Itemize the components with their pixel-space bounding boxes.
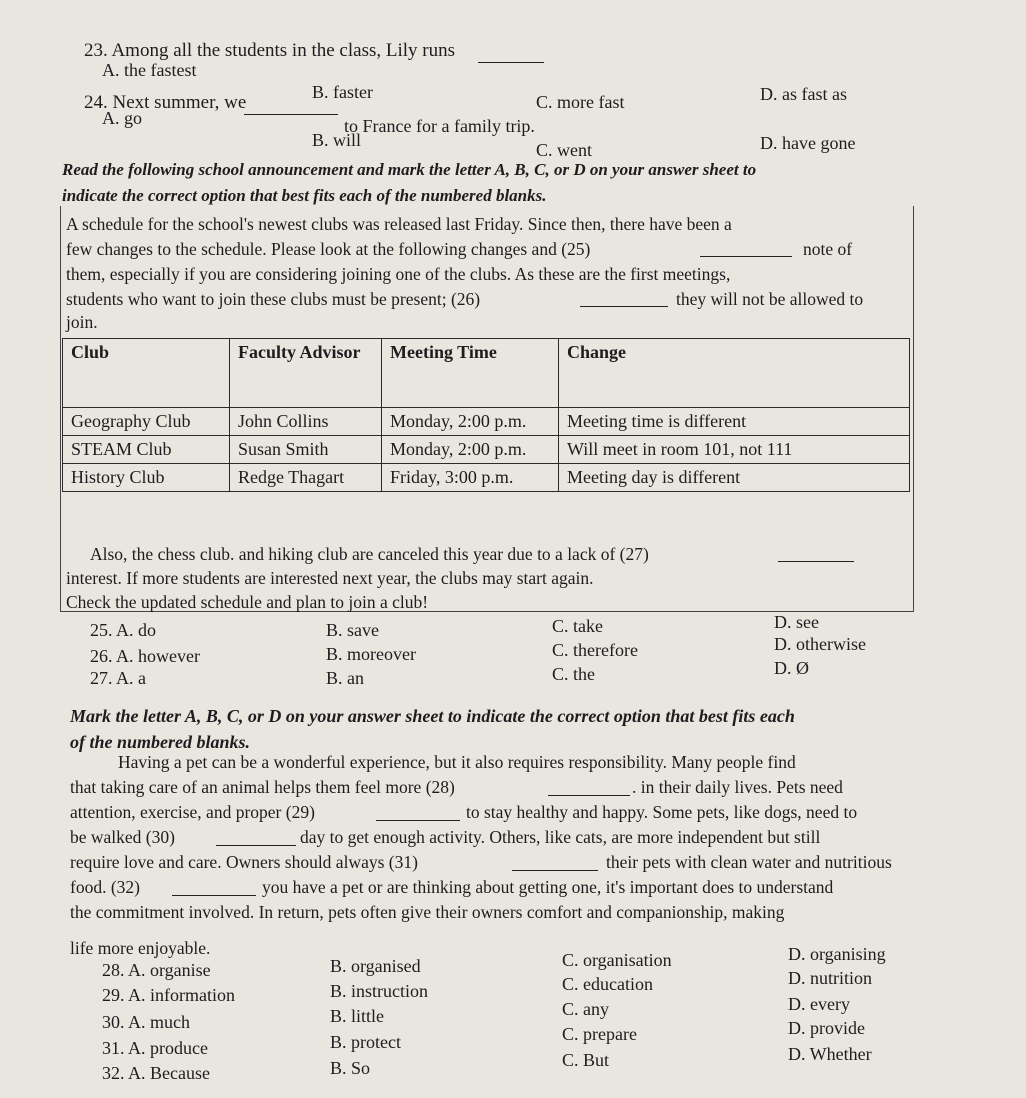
q23-stem: 23. Among all the students in the class, Lily runs xyxy=(84,40,455,61)
q23-option-c: C. more fast xyxy=(536,92,625,112)
section2-instruction-line1: Mark the letter A, B, C, or D on your answer sheet to indicate the correct option that best fits each xyxy=(70,706,795,726)
q26-option-d: D. otherwise xyxy=(774,634,866,654)
q31-option-c: C. prepare xyxy=(562,1024,637,1044)
cell-advisor: John Collins xyxy=(230,408,382,436)
passage-line-5-end: their pets with clean water and nutritious xyxy=(606,852,892,872)
q23-option-b: B. faster xyxy=(312,82,373,102)
cell-advisor: Susan Smith xyxy=(230,436,382,464)
cell-change: Meeting day is different xyxy=(559,464,910,492)
blank-26 xyxy=(580,306,668,307)
outro-line-2: interest. If more students are interested next year, the clubs may start again. xyxy=(66,568,594,588)
header-change: Change xyxy=(559,339,910,408)
q24-option-d: D. have gone xyxy=(760,133,856,153)
q25-option-a: 25. A. do xyxy=(90,620,157,640)
intro-line-2-end: note of xyxy=(803,239,853,259)
q25-option-c: C. take xyxy=(552,616,603,636)
cell-change: Meeting time is different xyxy=(559,408,910,436)
passage-line-4-end: day to get enough activity. Others, like cats, are more independent but still xyxy=(300,827,821,847)
q27-option-b: B. an xyxy=(326,668,364,688)
q24-blank xyxy=(244,114,338,115)
q29-option-b: B. instruction xyxy=(330,981,428,1001)
passage-line-2-end: . in their daily lives. Pets need xyxy=(632,777,843,797)
q23-option-a: A. the fastest xyxy=(102,60,197,80)
header-club: Club xyxy=(63,339,230,408)
section2-instruction-line2: of the numbered blanks. xyxy=(70,732,251,752)
q30-option-d: D. every xyxy=(788,994,850,1014)
blank-30 xyxy=(216,845,296,846)
passage-line-8: life more enjoyable. xyxy=(70,938,211,958)
q30-option-a: 30. A. much xyxy=(102,1012,190,1032)
cell-time: Friday, 3:00 p.m. xyxy=(382,464,559,492)
q27-option-a: 27. A. a xyxy=(90,668,146,688)
table-header-row xyxy=(63,339,910,408)
header-faculty-advisor: Faculty Advisor xyxy=(230,339,382,408)
q30-option-c: C. any xyxy=(562,999,609,1019)
passage-line-2: that taking care of an animal helps them feel more (28) xyxy=(70,777,455,797)
table-row xyxy=(63,408,910,436)
cell-club: Geography Club xyxy=(63,408,230,436)
q32-option-a: 32. A. Because xyxy=(102,1063,210,1083)
intro-line-3: them, especially if you are considering joining one of the clubs. As these are the first meetings, xyxy=(66,264,731,284)
q28-option-b: B. organised xyxy=(330,956,421,976)
table-row xyxy=(63,436,910,464)
blank-29 xyxy=(376,820,460,821)
q31-option-a: 31. A. produce xyxy=(102,1038,208,1058)
q24-option-b: B. will xyxy=(312,130,362,150)
q30-option-b: B. little xyxy=(330,1006,384,1026)
intro-line-4: students who want to join these clubs must be present; (26) xyxy=(66,289,481,309)
blank-25 xyxy=(700,256,792,257)
q28-option-c: C. organisation xyxy=(562,950,672,970)
cell-club: STEAM Club xyxy=(63,436,230,464)
q29-option-a: 29. A. information xyxy=(102,985,235,1005)
intro-line-2: few changes to the schedule. Please look at the following changes and (25) xyxy=(66,239,591,259)
cell-time: Monday, 2:00 p.m. xyxy=(382,408,559,436)
blank-31 xyxy=(512,870,598,871)
table-row xyxy=(63,464,910,492)
passage-line-3-end: to stay healthy and happy. Some pets, like dogs, need to xyxy=(466,802,858,822)
q24-option-c: C. went xyxy=(536,140,592,160)
q23-option-d: D. as fast as xyxy=(760,84,847,104)
intro-line-4-end: they will not be allowed to xyxy=(676,289,864,309)
q29-option-c: C. education xyxy=(562,974,653,994)
passage-line-4: be walked (30) xyxy=(70,827,175,847)
q31-option-b: B. protect xyxy=(330,1032,401,1052)
cell-change: Will meet in room 101, not 111 xyxy=(559,436,910,464)
q23-blank xyxy=(478,62,544,63)
q31-option-d: D. provide xyxy=(788,1018,865,1038)
cell-time: Monday, 2:00 p.m. xyxy=(382,436,559,464)
intro-line-1: A schedule for the school's newest clubs was released last Friday. Since then, there have been a xyxy=(66,214,732,234)
blank-32 xyxy=(172,895,256,896)
schedule-table xyxy=(62,338,910,492)
q26-option-a: 26. A. however xyxy=(90,646,200,666)
q29-option-d: D. nutrition xyxy=(788,968,872,988)
q32-option-d: D. Whether xyxy=(788,1044,872,1064)
passage-line-5: require love and care. Owners should always (31) xyxy=(70,852,418,872)
q26-option-c: C. therefore xyxy=(552,640,638,660)
q28-option-d: D. organising xyxy=(788,944,886,964)
q24-stem-before: 24. Next summer, we xyxy=(84,92,247,113)
cell-club: History Club xyxy=(63,464,230,492)
passage-line-6-end: you have a pet or are thinking about getting one, it's important does to understand xyxy=(262,877,834,897)
section1-instruction-line2: indicate the correct option that best fits each of the numbered blanks. xyxy=(62,186,547,205)
q26-option-b: B. moreover xyxy=(326,644,416,664)
blank-27 xyxy=(778,561,854,562)
q25-option-d: D. see xyxy=(774,612,819,632)
passage-line-7: the commitment involved. In return, pets often give their owners comfort and companionship, making xyxy=(70,902,785,922)
q25-option-b: B. save xyxy=(326,620,379,640)
outro-line-3: Check the updated schedule and plan to join a club! xyxy=(66,592,429,612)
q27-option-d: D. Ø xyxy=(774,658,809,678)
q32-option-b: B. So xyxy=(330,1058,371,1078)
outro-line-1: Also, the chess club. and hiking club are canceled this year due to a lack of (27) xyxy=(90,544,649,564)
q28-option-a: 28. A. organise xyxy=(102,960,211,980)
passage-line-6: food. (32) xyxy=(70,877,140,897)
intro-line-5: join. xyxy=(66,312,98,332)
q24-option-a: A. go xyxy=(102,108,142,128)
section1-instruction-line1: Read the following school announcement and mark the letter A, B, C, or D on your answer sheet to xyxy=(62,160,757,179)
cell-advisor: Redge Thagart xyxy=(230,464,382,492)
q27-option-c: C. the xyxy=(552,664,595,684)
q24-stem-after: to France for a family trip. xyxy=(344,116,535,136)
header-meeting-time: Meeting Time xyxy=(382,339,559,408)
passage-line-3: attention, exercise, and proper (29) xyxy=(70,802,315,822)
blank-28 xyxy=(548,795,630,796)
passage-line-1: Having a pet can be a wonderful experience, but it also requires responsibility. Many people find xyxy=(118,752,796,772)
q32-option-c: C. But xyxy=(562,1050,610,1070)
